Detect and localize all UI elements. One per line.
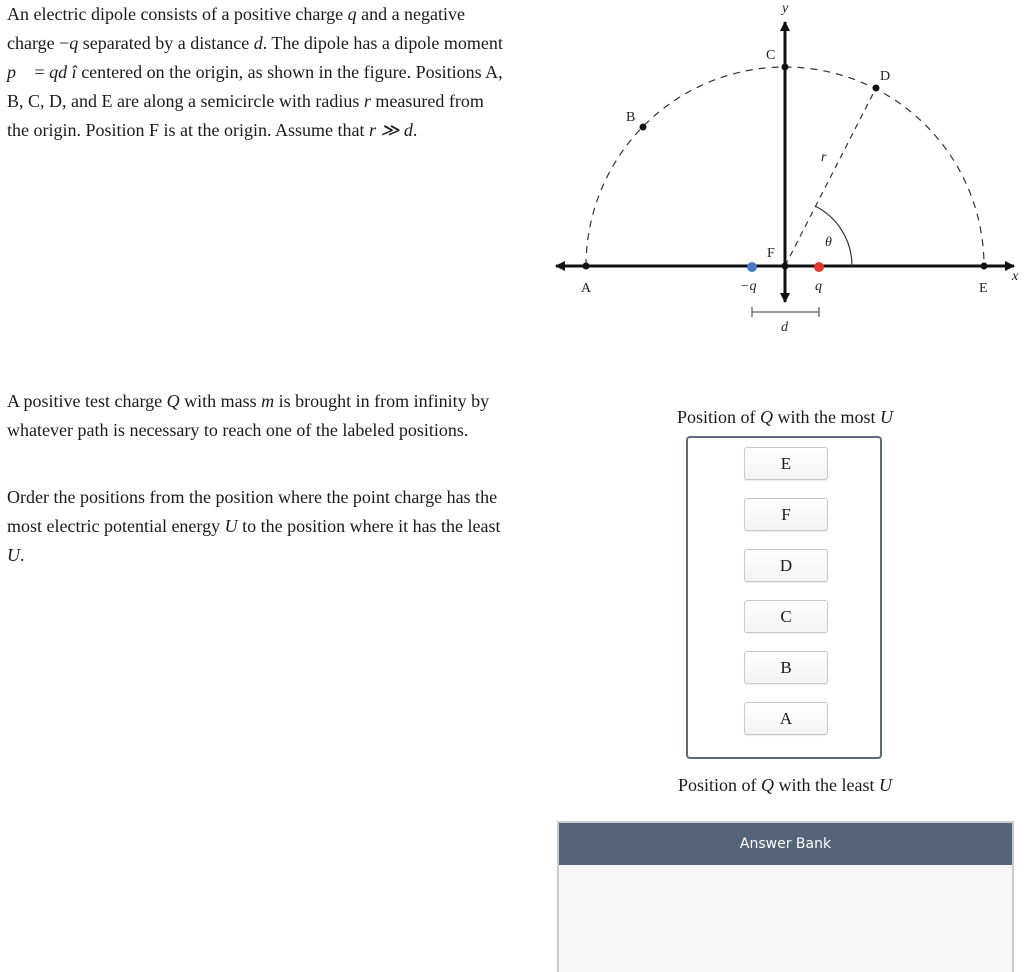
label-f: F bbox=[767, 246, 775, 261]
rank-item[interactable]: D bbox=[744, 549, 828, 582]
ranking-top-caption: Position of Q with the most U bbox=[676, 407, 893, 427]
rank-item[interactable]: B bbox=[744, 651, 828, 684]
label-b: B bbox=[626, 110, 636, 125]
rank-item[interactable]: F bbox=[744, 498, 828, 531]
label-x-axis: x bbox=[1012, 269, 1019, 284]
ranking-drop-zone[interactable] bbox=[686, 436, 882, 759]
rank-item[interactable]: C bbox=[744, 600, 828, 633]
label-d: D bbox=[880, 69, 891, 84]
label-c: C bbox=[766, 48, 776, 63]
problem-paragraph-3: Order the positions from the position where the point charge has the most electric potential energy U to the position where it has the least U. bbox=[7, 487, 501, 565]
answer-bank[interactable] bbox=[557, 821, 1014, 972]
point-d bbox=[873, 85, 880, 92]
label-radius: r bbox=[821, 150, 827, 165]
dipole-figure bbox=[545, 0, 1024, 345]
point-c bbox=[782, 64, 789, 71]
negative-charge-dot bbox=[747, 262, 757, 272]
label-e: E bbox=[979, 281, 988, 296]
problem-paragraph-1: An electric dipole consists of a positive charge q and a negative charge −q separated by a distance d. The dipole has a dipole moment p⃗ = qd î centered on the origin, as shown in the figure. Positions A, B, C, D, and E are along a semicircle with radius r measured from the origin. Position F is at the origin. Assume that r ≫ d. bbox=[7, 4, 503, 140]
label-angle: θ bbox=[825, 235, 832, 250]
label-positive-charge: q bbox=[815, 279, 822, 294]
point-f bbox=[782, 263, 789, 270]
ranking-bottom-caption: Position of Q with the least U bbox=[678, 775, 892, 795]
rank-item[interactable]: E bbox=[744, 447, 828, 480]
point-b bbox=[640, 124, 647, 131]
angle-arc bbox=[815, 206, 852, 266]
label-y-axis: y bbox=[782, 1, 789, 16]
point-e bbox=[981, 263, 988, 270]
rank-item[interactable]: A bbox=[744, 702, 828, 735]
label-negative-charge: −q bbox=[740, 279, 757, 294]
label-separation: d bbox=[781, 320, 788, 335]
positive-charge-dot bbox=[814, 262, 824, 272]
point-a bbox=[583, 263, 590, 270]
label-a: A bbox=[581, 281, 592, 296]
answer-bank-title: Answer Bank bbox=[559, 823, 1012, 865]
problem-paragraph-2: A positive test charge Q with mass m is brought in from infinity by whatever path is necessary to reach one of the labeled positions. bbox=[7, 391, 490, 440]
